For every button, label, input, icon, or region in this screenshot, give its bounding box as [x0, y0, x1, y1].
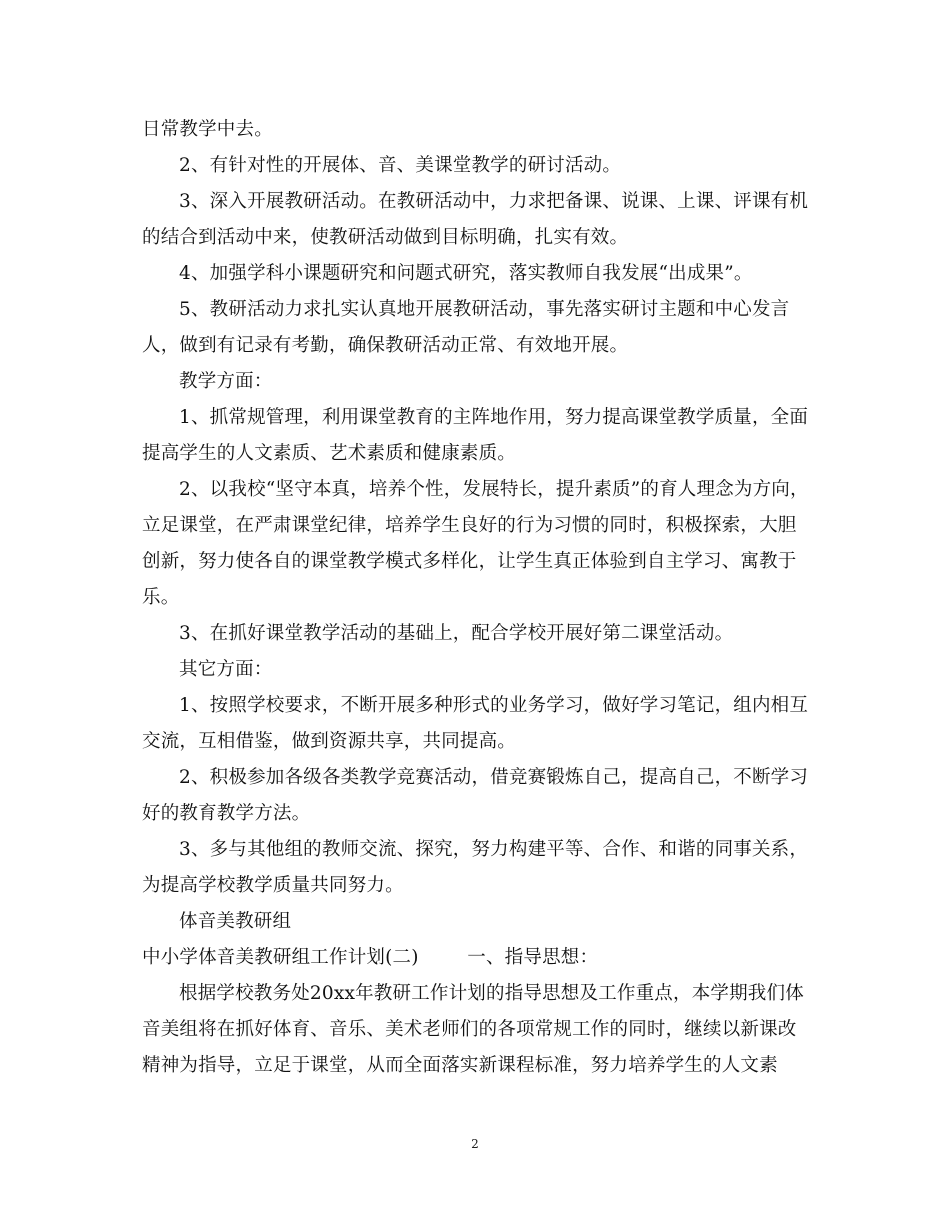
text-line: 日常教学中去。 [142, 119, 273, 140]
page-number: 2 [471, 1137, 479, 1151]
text-line: 3、多与其他组的教师交流、探究，努力构建平等、合作、和谐的同事关系， [179, 839, 809, 860]
text-line: 根据学校教务处20xx年教研工作计划的指导思想及工作重点，本学期我们体 [179, 983, 804, 1004]
text-line: 5、教研活动力求扎实认真地开展教研活动，事先落实研讨主题和中心发言 [179, 299, 790, 320]
text-line: 2、积极参加各级各类教学竞赛活动，借竞赛锻炼自己，提高自己，不断学习 [179, 767, 809, 788]
text-line: 3、深入开展教研活动。在教研活动中，力求把备课、说课、上课、评课有机 [179, 191, 809, 212]
text-line: 乐。 [142, 587, 180, 608]
signature-line: 体音美教研组 [179, 911, 292, 932]
text-line: 3、在抓好课堂教学活动的基础上，配合学校开展好第二课堂活动。 [179, 623, 734, 644]
text-line: 为提高学校教学质量共同努力。 [142, 875, 404, 896]
text-line: 1、按照学校要求，不断开展多种形式的业务学习，做好学习笔记，组内相互 [179, 695, 809, 716]
section-heading: 教学方面： [179, 371, 273, 392]
text-line: 音美组将在抓好体育、音乐、美术老师们的各项常规工作的同时，继续以新课改 [142, 1019, 797, 1040]
document-title-line: 中小学体音美教研组工作计划(二) 一、指导思想： [142, 947, 599, 968]
text-line: 人，做到有记录有考勤，确保教研活动正常、有效地开展。 [142, 335, 629, 356]
text-line: 2、有针对性的开展体、音、美课堂教学的研讨活动。 [179, 155, 622, 176]
text-line: 交流，互相借鉴，做到资源共享，共同提高。 [142, 731, 517, 752]
text-line: 创新，努力使各自的课堂教学模式多样化，让学生真正体验到自主学习、寓教于 [142, 551, 797, 572]
text-line: 2、以我校“坚守本真，培养个性，发展特长，提升素质”的育人理念为方向， [179, 479, 809, 500]
section-heading: 其它方面： [179, 659, 273, 680]
text-line: 精神为指导，立足于课堂，从而全面落实新课程标准，努力培养学生的人文素 [142, 1055, 778, 1076]
text-line: 1、抓常规管理，利用课堂教育的主阵地作用，努力提高课堂教学质量，全面 [179, 407, 809, 428]
text-line: 提高学生的人文素质、艺术素质和健康素质。 [142, 443, 517, 464]
text-line: 立足课堂，在严肃课堂纪律，培养学生良好的行为习惯的同时，积极探索，大胆 [142, 515, 797, 536]
text-line: 的结合到活动中来，使教研活动做到目标明确，扎实有效。 [142, 227, 629, 248]
text-line: 4、加强学科小课题研究和问题式研究，落实教师自我发展“出成果”。 [179, 263, 753, 284]
text-line: 好的教育教学方法。 [142, 803, 311, 824]
